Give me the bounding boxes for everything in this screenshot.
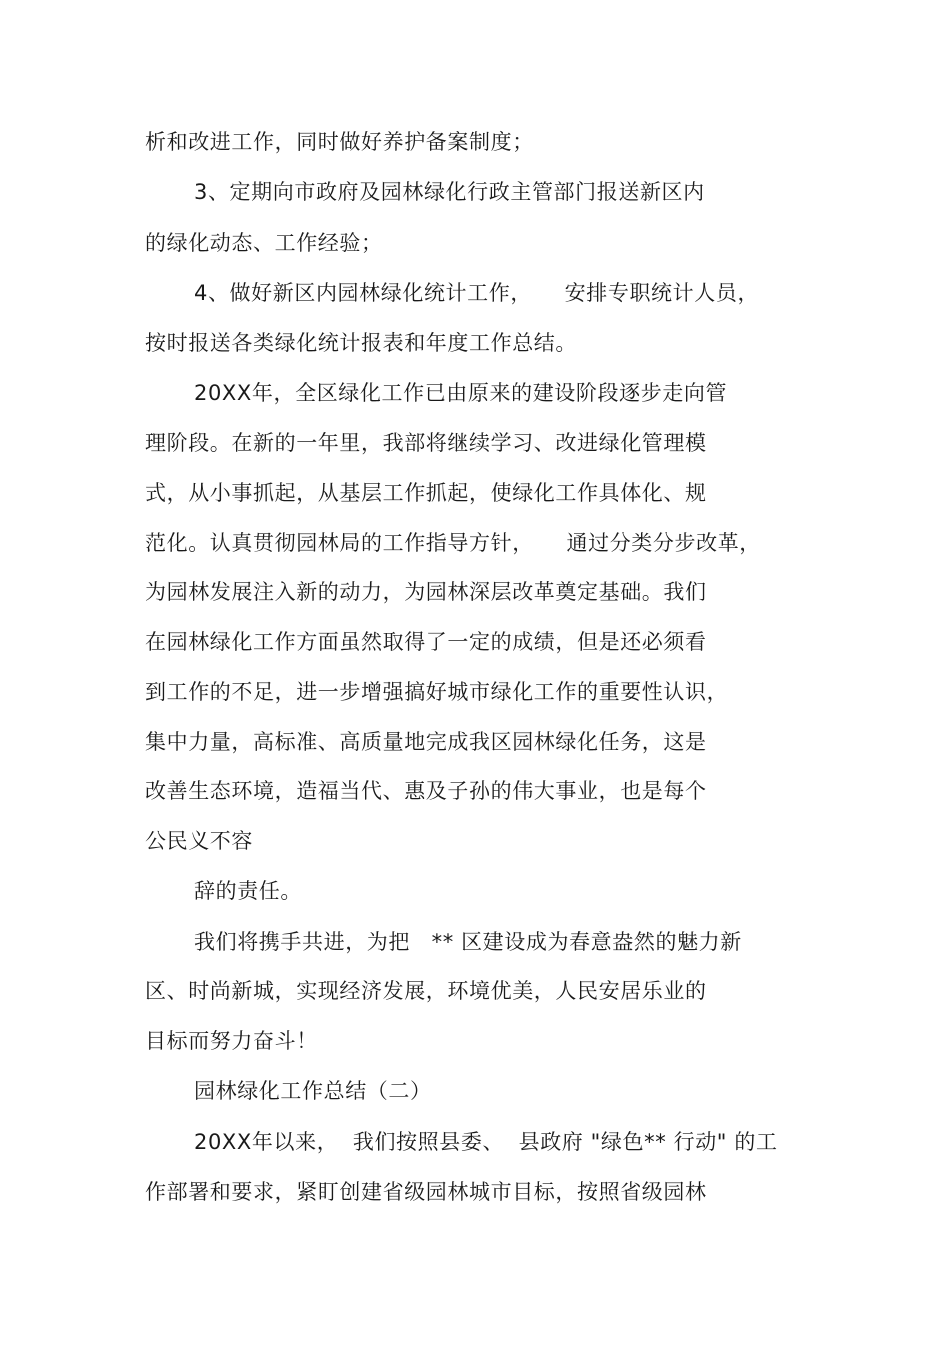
text-line: 按时报送各类绿化统计报表和年度工作总结。 bbox=[145, 331, 577, 355]
text-line: 区、时尚新城，实现经济发展，环境优美，人民安居乐业的 bbox=[145, 979, 707, 1003]
text-line: 3、定期向市政府及园林绿化行政主管部门报送新区内 bbox=[194, 180, 705, 204]
text-line: 目标而努力奋斗！ bbox=[145, 1029, 318, 1053]
text-line: 析和改进工作，同时做好养护备案制度； bbox=[145, 130, 534, 154]
text-line: 公民义不容 bbox=[145, 829, 253, 853]
text-line: 4、做好新区内园林绿化统计工作， 安排专职统计人员， bbox=[194, 281, 760, 305]
text-line: 集中力量，高标准、高质量地完成我区园林绿化任务，这是 bbox=[145, 730, 707, 754]
text-line: 改善生态环境，造福当代、惠及子孙的伟大事业，也是每个 bbox=[145, 779, 707, 803]
text-line: 的绿化动态、工作经验； bbox=[145, 231, 383, 255]
text-line: 为园林发展注入新的动力，为园林深层改革奠定基础。我们 bbox=[145, 580, 707, 604]
text-line: 20XX年，全区绿化工作已由原来的建设阶段逐步走向管 bbox=[194, 381, 728, 405]
text-line: 理阶段。在新的一年里，我部将继续学习、改进绿化管理模 bbox=[145, 431, 707, 455]
text-line: 范化。认真贯彻园林局的工作指导方针， 通过分类分步改革， bbox=[145, 531, 761, 555]
text-line: 辞的责任。 bbox=[194, 879, 302, 903]
text-line: 到工作的不足，进一步增强搞好城市绿化工作的重要性认识， bbox=[145, 680, 729, 704]
text-line: 作部署和要求，紧盯创建省级园林城市目标，按照省级园林 bbox=[145, 1180, 707, 1204]
text-line: 我们将携手共进，为把 ** 区建设成为春意盎然的魅力新 bbox=[194, 930, 742, 954]
text-line: 20XX年以来， 我们按照县委、 县政府 "绿色** 行动" 的工 bbox=[194, 1130, 778, 1154]
text-line: 在园林绿化工作方面虽然取得了一定的成绩，但是还必须看 bbox=[145, 630, 707, 654]
text-line: 式，从小事抓起，从基层工作抓起，使绿化工作具体化、规 bbox=[145, 481, 707, 505]
section-heading: 园林绿化工作总结（二） bbox=[194, 1079, 432, 1103]
